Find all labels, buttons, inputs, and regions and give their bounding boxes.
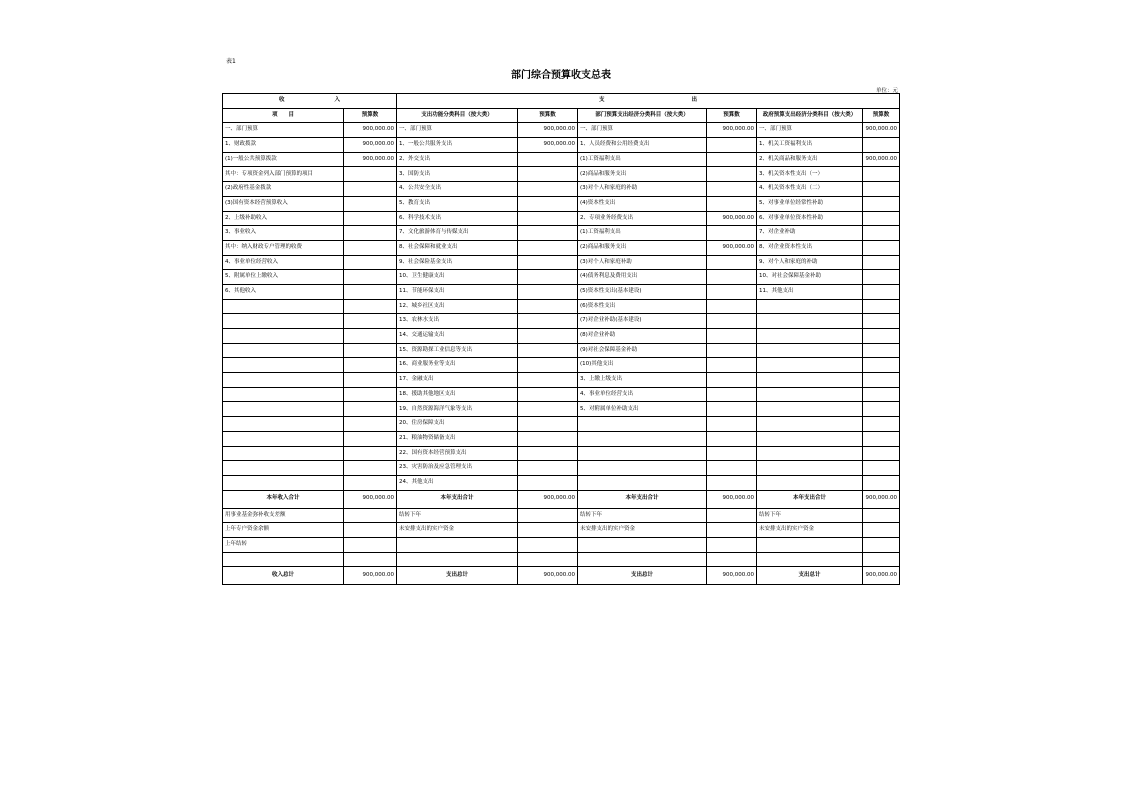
gov-value [863,358,900,373]
table-row [223,167,900,182]
func-item: 10、卫生健康支出 [397,270,518,285]
func-item: 11、节能环保支出 [397,284,518,299]
dept-value [707,417,757,432]
dept-total-label: 本年支出合计 [578,490,707,508]
gov-value [863,211,900,226]
gov-value [863,196,900,211]
income-value [344,284,397,299]
func-value [518,284,578,299]
table-number: 表1 [226,58,236,65]
income-value [344,431,397,446]
income-value [344,343,397,358]
table-row [223,431,900,446]
dept-item: (2)商品和服务支出 [578,240,707,255]
tail-dept-value [707,537,757,552]
table-row [223,314,900,329]
tail-gov-value [863,508,900,523]
tail-func-value [518,508,578,523]
gov-value [863,417,900,432]
func-value [518,211,578,226]
grand-total-row [223,567,900,585]
gov-value [863,373,900,388]
income-item [223,373,344,388]
dept-value [707,255,757,270]
func-item: 13、农林水支出 [397,314,518,329]
page-title: 部门综合预算收支总表 [511,70,611,81]
table-row [223,211,900,226]
func-item: 1、一般公共服务支出 [397,138,518,153]
tail-func-value [518,523,578,538]
dept-item: (10)其他支出 [578,358,707,373]
tail-dept-value [707,508,757,523]
gov-value [863,314,900,329]
gov-grand-value: 900,000.00 [863,567,900,585]
gov-value [863,387,900,402]
table-row [223,475,900,490]
table-row [223,138,900,153]
income-value [344,314,397,329]
income-grand-value: 900,000.00 [344,567,397,585]
tail-income-item [223,552,344,567]
dept-value [707,358,757,373]
tail-func-item: 结转下年 [397,508,518,523]
gov-item [757,314,863,329]
func-value [518,314,578,329]
income-value [344,358,397,373]
tail-income-item: 上年结转 [223,537,344,552]
tail-gov-value [863,537,900,552]
func-item: 12、城乡社区支出 [397,299,518,314]
table-row [223,358,900,373]
gov-item [757,417,863,432]
income-item: (3)国有资本经营预算收入 [223,196,344,211]
dept-total-value: 900,000.00 [707,490,757,508]
income-value [344,211,397,226]
tail-gov-item: 结转下年 [757,508,863,523]
func-value [518,475,578,490]
func-value [518,182,578,197]
table-row [223,152,900,167]
dept-value [707,299,757,314]
dept-value [707,373,757,388]
table-row [223,446,900,461]
gov-value [863,402,900,417]
col-func-header: 支出功能分类科目（按大类） [397,108,518,123]
dept-grand-label: 支出总计 [578,567,707,585]
gov-item: 2、机关商品和服务支出 [757,152,863,167]
dept-value [707,431,757,446]
gov-value [863,299,900,314]
func-value [518,402,578,417]
income-value [344,417,397,432]
dept-item: (9)对社会保障基金补助 [578,343,707,358]
gov-item: 5、对事业单位经常性补助 [757,196,863,211]
tail-row [223,537,900,552]
tail-row [223,552,900,567]
income-item [223,475,344,490]
gov-value: 900,000.00 [863,152,900,167]
dept-item: (1)工资福利支出 [578,226,707,241]
func-item: 5、教育支出 [397,196,518,211]
table-row [223,417,900,432]
tail-gov-item [757,537,863,552]
tail-func-item: 未安排支出的实户资金 [397,523,518,538]
col-item-header: 项 目 [223,108,344,123]
income-value: 900,000.00 [344,152,397,167]
dept-value [707,196,757,211]
income-total-label: 本年收入合计 [223,490,344,508]
income-item [223,329,344,344]
income-item [223,314,344,329]
func-item: 24、其他支出 [397,475,518,490]
dept-value: 900,000.00 [707,211,757,226]
dept-item: (3)对个人和家庭补助 [578,255,707,270]
gov-item [757,431,863,446]
dept-item: (5)资本性支出(基本建设) [578,284,707,299]
expense-group-header: 支 出 [397,94,900,109]
tail-gov-item: 未安排支出的实户资金 [757,523,863,538]
dept-item: 一、部门预算 [578,123,707,138]
table-row [223,284,900,299]
func-item: 18、援助其他地区支出 [397,387,518,402]
table-row [223,255,900,270]
income-item: 6、其他收入 [223,284,344,299]
func-value [518,461,578,476]
table-row [223,402,900,417]
dept-value [707,138,757,153]
dept-item [578,417,707,432]
income-value [344,329,397,344]
gov-item [757,475,863,490]
table-body [223,123,900,490]
func-item: 4、公共安全支出 [397,182,518,197]
income-value [344,255,397,270]
dept-value [707,475,757,490]
table-row [223,226,900,241]
table-row [223,123,900,138]
income-value [344,387,397,402]
gov-value [863,240,900,255]
gov-item: 7、对企业补助 [757,226,863,241]
table-row [223,373,900,388]
table-row [223,196,900,211]
income-item [223,417,344,432]
func-value [518,255,578,270]
tail-func-item [397,537,518,552]
func-value [518,417,578,432]
tail-dept-item [578,537,707,552]
gov-item [757,446,863,461]
func-value [518,270,578,285]
gov-value [863,431,900,446]
income-item [223,431,344,446]
dept-value [707,343,757,358]
gov-item [757,358,863,373]
func-value [518,343,578,358]
func-value [518,152,578,167]
tail-dept-item: 结转下年 [578,508,707,523]
gov-item: 11、其他支出 [757,284,863,299]
func-value [518,387,578,402]
tail-gov-item [757,552,863,567]
func-grand-label: 支出总计 [397,567,518,585]
func-item: 16、商业服务业等支出 [397,358,518,373]
func-item: 19、自然资源海洋气象等支出 [397,402,518,417]
func-item: 17、金融支出 [397,373,518,388]
func-item: 22、国有资本经营预算支出 [397,446,518,461]
income-value [344,196,397,211]
gov-item [757,387,863,402]
dept-item: (3)对个人和家庭的补助 [578,182,707,197]
dept-value [707,167,757,182]
gov-value: 900,000.00 [863,123,900,138]
dept-item: (2)商品和服务支出 [578,167,707,182]
income-value [344,226,397,241]
gov-value [863,255,900,270]
income-grand-label: 收入总计 [223,567,344,585]
income-value [344,299,397,314]
gov-grand-label: 支出总计 [757,567,863,585]
income-item: (2)政府性基金拨款 [223,182,344,197]
income-value: 900,000.00 [344,138,397,153]
income-total-value: 900,000.00 [344,490,397,508]
func-item: 9、社会保险基金支出 [397,255,518,270]
tail-income-value [344,537,397,552]
income-value: 900,000.00 [344,123,397,138]
income-value [344,270,397,285]
income-value [344,402,397,417]
gov-item: 4、机关资本性支出（二） [757,182,863,197]
income-item [223,299,344,314]
func-item: 6、科学技术支出 [397,211,518,226]
gov-value [863,138,900,153]
income-item: 5、附属单位上缴收入 [223,270,344,285]
func-item: 21、粮油物资储备支出 [397,431,518,446]
income-item: 其中：专项资金列入部门预算的项目 [223,167,344,182]
tail-dept-item: 未安排支出的实户资金 [578,523,707,538]
income-value [344,240,397,255]
tail-income-value [344,552,397,567]
func-value [518,226,578,241]
gov-item: 3、机关资本性支出（一） [757,167,863,182]
income-item: 一、部门预算 [223,123,344,138]
dept-item: 2、专项业务经费支出 [578,211,707,226]
income-value [344,475,397,490]
tail-row [223,508,900,523]
func-item: 20、住房保障支出 [397,417,518,432]
dept-value [707,152,757,167]
func-value [518,240,578,255]
income-value [344,167,397,182]
income-item [223,402,344,417]
dept-value [707,446,757,461]
gov-value [863,167,900,182]
tail-func-item [397,552,518,567]
dept-value [707,284,757,299]
gov-item [757,461,863,476]
income-item: (1)一般公共预算拨款 [223,152,344,167]
dept-value [707,387,757,402]
func-total-label: 本年支出合计 [397,490,518,508]
func-item: 3、国防支出 [397,167,518,182]
dept-item: (1)工资福利支出 [578,152,707,167]
budget-table [222,93,900,585]
dept-value: 900,000.00 [707,240,757,255]
gov-value [863,329,900,344]
income-item [223,461,344,476]
income-item [223,358,344,373]
col-budget-header: 预算数 [863,108,900,123]
income-item [223,343,344,358]
tail-income-item: 用事业基金弥补收支差额 [223,508,344,523]
tail-body [223,508,900,567]
gov-item [757,373,863,388]
func-value [518,446,578,461]
table-row [223,329,900,344]
tail-dept-value [707,552,757,567]
dept-item [578,431,707,446]
dept-value [707,402,757,417]
func-value [518,373,578,388]
dept-value [707,314,757,329]
func-total-value: 900,000.00 [518,490,578,508]
func-item: 15、资源勘探工业信息等支出 [397,343,518,358]
income-item: 其中：纳入财政专户管理的收费 [223,240,344,255]
gov-item: 一、部门预算 [757,123,863,138]
table-row [223,343,900,358]
func-item: 一、部门预算 [397,123,518,138]
table-row [223,387,900,402]
income-value [344,182,397,197]
tail-gov-value [863,523,900,538]
col-budget-header: 预算数 [344,108,397,123]
func-value [518,329,578,344]
func-item: 14、交通运输支出 [397,329,518,344]
tail-func-value [518,537,578,552]
gov-value [863,270,900,285]
dept-item: (8)对企业补助 [578,329,707,344]
dept-item [578,475,707,490]
dept-item: (4)资本性支出 [578,196,707,211]
dept-item: 5、对附属单位补助支出 [578,402,707,417]
gov-value [863,446,900,461]
func-value [518,358,578,373]
func-value [518,167,578,182]
func-value [518,299,578,314]
income-group-header: 收 入 [223,94,397,109]
income-value [344,461,397,476]
income-item [223,387,344,402]
table-row [223,299,900,314]
tail-func-value [518,552,578,567]
dept-item: (6)资本性支出 [578,299,707,314]
dept-grand-value: 900,000.00 [707,567,757,585]
unit-label: 单位：元 [875,88,898,94]
gov-item: 10、对社会保障基金补助 [757,270,863,285]
gov-total-value: 900,000.00 [863,490,900,508]
tail-dept-value [707,523,757,538]
func-value: 900,000.00 [518,123,578,138]
gov-value [863,182,900,197]
gov-value [863,461,900,476]
gov-item: 8、对企业资本性支出 [757,240,863,255]
gov-item: 9、对个人和家庭的补助 [757,255,863,270]
gov-item [757,329,863,344]
func-item: 8、社会保障和就业支出 [397,240,518,255]
dept-item: 3、上缴上级支出 [578,373,707,388]
col-budget-header: 预算数 [518,108,578,123]
dept-value [707,329,757,344]
gov-item [757,402,863,417]
gov-value [863,475,900,490]
income-item [223,446,344,461]
dept-value [707,461,757,476]
income-value [344,373,397,388]
dept-item [578,446,707,461]
dept-value [707,182,757,197]
col-gov-econ-header: 政府预算支出经济分类科目（按大类） [757,108,863,123]
dept-item: (4)债务利息及费用支出 [578,270,707,285]
year-total-row [223,490,900,508]
table-row [223,240,900,255]
table-row [223,182,900,197]
tail-income-value [344,523,397,538]
func-value [518,431,578,446]
tail-income-item: 上年专户资金余额 [223,523,344,538]
dept-item: (7)对企业补助(基本建设) [578,314,707,329]
func-item: 23、灾害防治及应急管理支出 [397,461,518,476]
income-item: 2、上级补助收入 [223,211,344,226]
dept-item: 1、人员经费和公用经费支出 [578,138,707,153]
dept-item: 4、事业单位经营支出 [578,387,707,402]
func-value: 900,000.00 [518,138,578,153]
dept-item [578,461,707,476]
col-budget-header: 预算数 [707,108,757,123]
income-item: 1、财政拨款 [223,138,344,153]
gov-value [863,226,900,241]
func-item: 2、外交支出 [397,152,518,167]
tail-dept-item [578,552,707,567]
income-item: 4、事业单位经营收入 [223,255,344,270]
gov-item: 1、机关工资福利支出 [757,138,863,153]
dept-value [707,226,757,241]
func-value [518,196,578,211]
gov-value [863,343,900,358]
dept-value: 900,000.00 [707,123,757,138]
table-row [223,461,900,476]
tail-row [223,523,900,538]
gov-item: 6、对事业单位资本性补助 [757,211,863,226]
func-grand-value: 900,000.00 [518,567,578,585]
dept-value [707,270,757,285]
gov-total-label: 本年支出合计 [757,490,863,508]
gov-value [863,284,900,299]
func-item: 7、文化旅游体育与传媒支出 [397,226,518,241]
income-item: 3、事业收入 [223,226,344,241]
gov-item [757,343,863,358]
col-dept-econ-header: 部门预算支出经济分类科目（按大类） [578,108,707,123]
tail-gov-value [863,552,900,567]
gov-item [757,299,863,314]
table-row [223,270,900,285]
income-value [344,446,397,461]
tail-income-value [344,508,397,523]
